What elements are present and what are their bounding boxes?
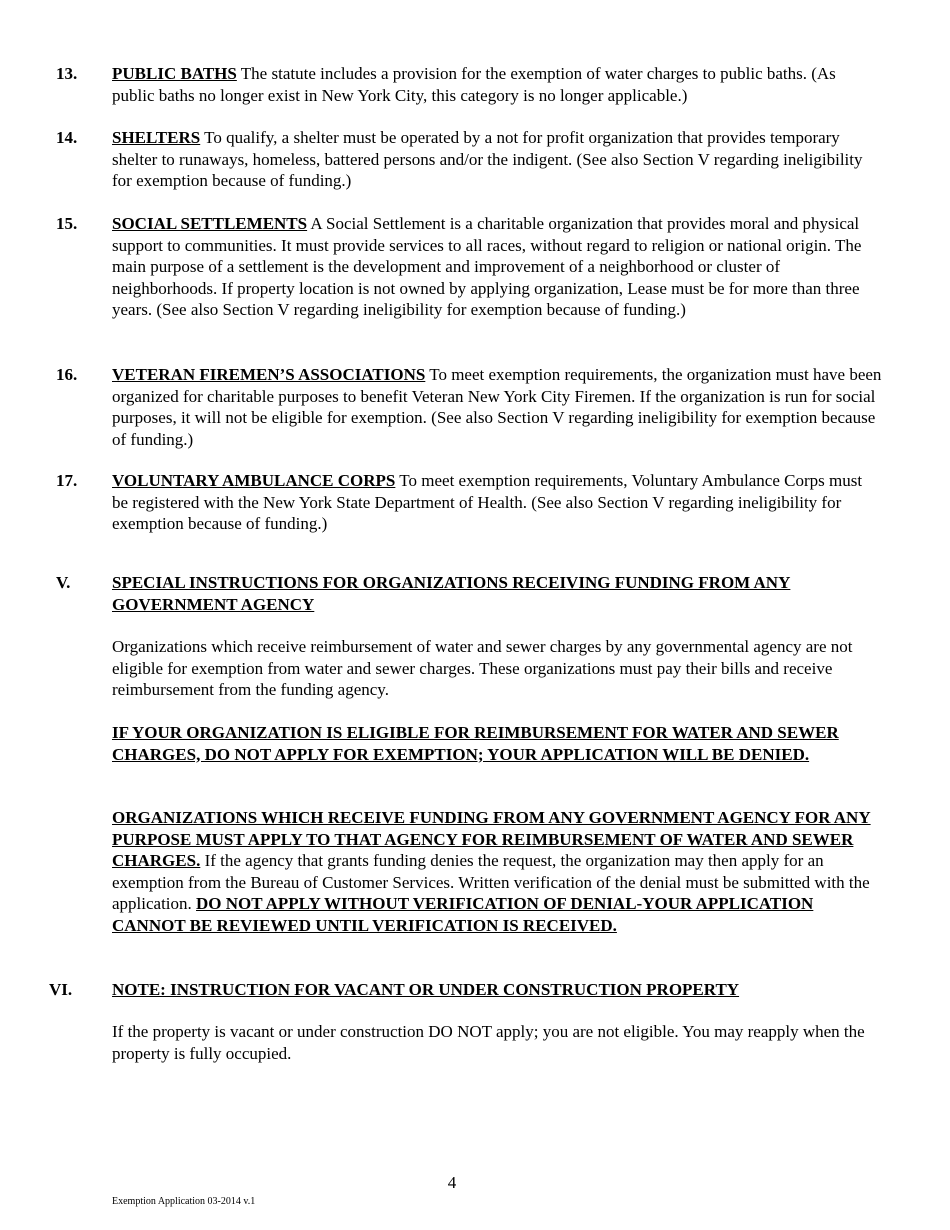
item-text: To meet exemption requirements, Voluntary Ambulance Corps must be registered with the New York State Department of Health. (See also Section V regarding ineligibility for exemption because of funding.) [112, 471, 863, 533]
item-body [112, 364, 882, 450]
item-number: 14. [56, 128, 78, 147]
item-heading: SOCIAL SETTLEMENTS [112, 214, 308, 233]
section-v-paragraph-3 [112, 807, 882, 936]
item-heading: VETERAN FIREMEN’S ASSOCIATIONS [112, 365, 426, 384]
item-text: The statute includes a provision for the exemption of water charges to public baths. (As public baths no longer exist in New York City, this category is no longer applicable.) [112, 64, 836, 105]
item-number: 17. [56, 471, 78, 490]
section-heading: SPECIAL INSTRUCTIONS FOR ORGANIZATIONS RECEIVING FUNDING FROM ANY GOVERNMENT AGENCY [112, 573, 791, 614]
item-number: 13. [56, 64, 78, 83]
item-text: To qualify, a shelter must be operated by a not for profit organization that provides temporary shelter to runaways, homeless, battered persons and/or the indigent. (See also Section V regarding ineligibility for exemption because of funding.) [112, 128, 863, 190]
item-body [112, 470, 882, 535]
footer-version: Exemption Application 03-2014 v.1 [112, 1196, 256, 1207]
item-body [112, 63, 882, 106]
item-text: A Social Settlement is a charitable organization that provides moral and physical support to communities. It must provide services to all races, without regard to religion or national origin. The main purpose of a settlement is the development and improvement of a neighborhood or cluster of neighborhoods. If property location is not owned by applying organization, Lease must be for more than three years. (See also Section V regarding ineligibility for exemption because of funding.) [112, 214, 862, 319]
item-body [112, 213, 882, 321]
item-body [112, 127, 882, 192]
section-v-paragraph-2: IF YOUR ORGANIZATION IS ELIGIBLE FOR REIMBURSEMENT FOR WATER AND SEWER CHARGES, DO NOT APPLY FOR EXEMPTION; YOUR APPLICATION WILL BE DENIED. [112, 723, 839, 764]
section-number: VI. [49, 980, 73, 999]
page-number: 4 [447, 1173, 457, 1192]
item-text: To meet exemption requirements, the organization must have been organized for charitable purposes to benefit Veteran New York City Firemen. If the organization is run for social purposes, it will not be eligible for exemption. (See also Section V regarding ineligibility for exemption because of funding.) [112, 365, 882, 449]
item-heading: PUBLIC BATHS [112, 64, 237, 83]
verification-warning: DO NOT APPLY WITHOUT VERIFICATION OF DENIAL-YOUR APPLICATION CANNOT BE REVIEWED UNTIL VERIFICATION IS RECEIVED. [112, 894, 814, 935]
item-heading: VOLUNTARY AMBULANCE CORPS [112, 471, 396, 490]
section-v-paragraph-1: Organizations which receive reimbursement of water and sewer charges by any governmental agency are not eligible for exemption from water and sewer charges. These organizations must pay their bills and receive reimbursement from the funding agency. [112, 637, 853, 699]
item-heading: SHELTERS [112, 128, 201, 147]
section-number: V. [56, 573, 71, 592]
funding-warning: ORGANIZATIONS WHICH RECEIVE FUNDING FROM ANY GOVERNMENT AGENCY FOR ANY PURPOSE MUST APPLY TO THAT AGENCY FOR REIMBURSEMENT OF WATER AND SEWER CHARGES. [112, 808, 871, 870]
item-number: 15. [56, 214, 78, 233]
item-number: 16. [56, 365, 78, 384]
funding-instructions: If the agency that grants funding denies the request, the organization may then apply for an exemption from the Bureau of Customer Services. Written verification of the denial must be submitted with the application. [112, 851, 870, 913]
section-vi-paragraph: If the property is vacant or under construction DO NOT apply; you are not eligible. You may reapply when the property is fully occupied. [112, 1022, 865, 1063]
section-heading: NOTE: INSTRUCTION FOR VACANT OR UNDER CONSTRUCTION PROPERTY [112, 980, 740, 999]
